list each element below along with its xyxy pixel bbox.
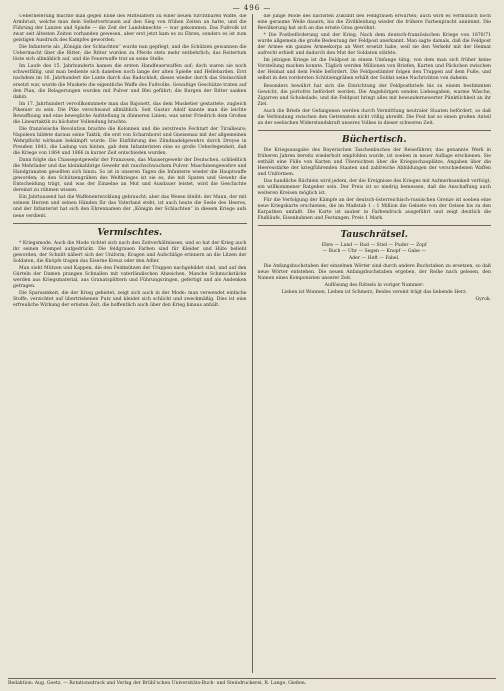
- section-title-tauschraetsel: Tauschrätsel.: [340, 230, 408, 241]
- right-column: [253, 14, 497, 673]
- left-paragraph: Im Laufe des 15. Jahrhunderts kamen die ersten Handfeuerwaffen auf; doch waren sie noch schwerfällig, und man bediente sich daneben noch lange der alten Spieße und Hellebarden. Erst nachdem im 16. Jahrhundert die Lunte durch das Radschloß, dieses wieder durch das Steinschloß ersetzt war, wurde die Muskete die eigentliche Waffe des Fußvolks. Gewaltige Geschütze traten auf den Plan, die Belagerungen wurden mit Pulver und Blei geführt; die Burgen der Ritter sanken dahin.: [13, 64, 247, 100]
- vermischtes-paragraph: * Kriegsmode. Auch die Mode richtet sich nach den Zeitverhältnissen, und so hat der Krieg auch ihr seinen Stempel aufgedrückt. Die feldgrauen Farben sind für Kleider und Hüte beliebt geworden, der Schnitt nähert sich der Uniform; Kragen und Aufschläge erinnern an die Litzen der Soldaten, die Knöpfe tragen das Eiserne Kreuz oder den Adler.: [13, 240, 247, 264]
- section-divider: [258, 225, 492, 226]
- buechertisch-paragraph: Die Kriegsausgabe des Bayerischen Taschenbuches der Reiseführer, das genannte Werk in früheren Jahren bereits wiederholt empfohlen wurde, ist soeben in neuer Auflage erschienen. Sie enthält eine Fülle von Karten und Übersichten über die Kriegsschauplätze, Angaben über die Heeresstärke der kriegführenden Staaten und zahlreiche Abbildungen der verschiedenen Waffen und Uniformen.: [257, 147, 491, 178]
- riddle-word-list: [258, 243, 492, 261]
- section-divider: [258, 130, 492, 131]
- right-paragraph: die junge Mode des nächsten Zukunft des Feldgrauen erwarten; auch wird es vermutlich noch eine geraume Weile dauern, bis die Zivilkleidung wieder die frühere Farbenpracht annimmt. Die Bevölkerung hat sich an das ernste Grau gewöhnt.: [257, 14, 491, 32]
- section-title-buechertisch: Büchertisch.: [342, 134, 407, 145]
- section-title-vermischtes: Vermischtes.: [97, 227, 163, 238]
- riddle-line: Ehre — Land — Rad — Stiel — Puder — Zopf: [321, 243, 427, 249]
- right-paragraph: Auch die Briefe der Gefangenen werden durch Vermittlung neutraler Staaten befördert, so daß die Verbindung zwischen den Getrennten nicht völlig abreißt. Die Post hat so einen großen Anteil an der seelischen Widerstandskraft unseres Volkes in dieser schweren Zeit.: [257, 108, 491, 126]
- left-paragraph: Die französische Revolution brachte die Kolonnen und die zerstreute Fechtart der Tirailleure; Napoleon bildete daraus seine Taktik, die erst von Scharnhorst und Gneisenau mit der allgemeinen Wehrpflicht wirksam bekämpft wurde. Die Einführung des Zündnadelgewehrs durch Dreyse in Preußen 1841, die Ladung von hinten, gab dem Infanteristen eine so große Ueberlegenheit, daß die Kriege von 1864 und 1866 in kurzer Zeit entschieden wurden.: [13, 126, 247, 157]
- imprint-footer: Redaktion: Aug. Goetz. — Rotationsdruck und Verlag der Brühl'schen Universitäts-Buch- und Steindruckerei, R. Lange, Gießen.: [8, 678, 496, 687]
- page-number: — 496 —: [232, 4, 272, 12]
- riddle-signature: Gyrok.: [475, 296, 491, 302]
- section-divider: [13, 223, 247, 224]
- left-paragraph: Im 17. Jahrhundert vervollkommnete man das Bajonett, das dem Musketier gestattete, zugleich Pikenier zu sein. Die Pike verschwand allmählich. Seit Gustav Adolf kannte man die leichte Bewaffnung und eine bewegliche Aufstellung in dünneren Linien, was unter Friedrich dem Großen die Lineartaktik zu höchster Vollendung brachte.: [13, 101, 247, 125]
- buechertisch-paragraph: Für die Verfolgung der Kämpfe an der deutsch-österreichisch-russischen Grenze ist soeben eine neue Kriegskarte erschienen, die im Maßstab 1 : 1 Million die Gebiete von der Ostsee bis zu den Karpathen umfaßt. Die Karte ist sauber in Farbendruck ausgeführt und zeigt deutlich die Flußläufe, Eisenbahnen und Festungen. Preis 1 Mark.: [257, 198, 491, 222]
- left-column: [8, 14, 253, 673]
- left-paragraph: Ueberlieferung machte man gegen Ende des Mittelalters zu einer neuen furchtbaren Waffe, die Armbrust, welche man dem Selbstvertrauen auf den Sieg von frühen Zeiten an hatte, und die Führung der Lanzen und Spieße — die Zeit der Landsknechte — war gekommen. Das Fußvolk ist zwar seit ältesten Zeiten vorhanden gewesen, aber erst jetzt kam es zu Ehren, sonders es ist zum geistigen Ausdruck des Kampfes geworden.: [13, 14, 247, 44]
- riddle-solution: Lieben ist Wonnen, Lieben ist Schmerz, Beides vereint trägt das liebende Herz.: [281, 289, 468, 295]
- left-paragraph: Ein Jahrtausend hat die Waffenentwicklung gebraucht; aber das Wesen bleibt: der Mann, der mit seinem Herzen und seinen Händen für das Vaterland steht, ist auch heute die Seele des Heeres, und der Infanterist hat sich den Ehrennamen der „Königin der Schlachten“ in diesem Kriege aufs neue verdient.: [13, 195, 247, 219]
- riddle-instructions: Die Anfangsbuchstaben der einzelnen Wörter sind durch andere Buchstaben zu ersetzen, so daß neue Wörter entstehen. Die neuen Anfangsbuchstaben ergeben, der Reihe nach gelesen, den Namen eines Komponisten unserer Zeit.: [257, 263, 491, 281]
- right-paragraph: Besonders bewährt hat sich die Einrichtung der Feldpostbriefe bis zu einem bestimmten Gewicht, die portofrei befördert werden. Die Angehörigen senden Liebesgaben, warme Wäsche, Zigarren und Schokolade, und die Feldpost bringt alles mit bewundernswerter Pünktlichkeit an ihr Ziel.: [257, 83, 491, 107]
- vermischtes-paragraph: Die Sparsamkeit, die der Krieg gebietet, zeigt sich auch in der Mode: man verwendet einfache Stoffe, verzichtet auf übertriebenen Putz und kleidet sich schlicht und zweckmäßig. Dies ist eine erfreuliche Wirkung der ernsten Zeit, die hoffentlich auch über den Krieg hinaus anhält.: [13, 290, 247, 309]
- columns: [8, 14, 496, 673]
- vermischtes-paragraph: Man sieht Mützen und Kappen, die den Feldmützen der Truppen nachgebildet sind, und auf den Gürteln der Damen prangen Schnallen mit vaterländischen Abzeichen. Manche Schmuckstücke werden aus Kriegsmaterial, aus Granatsplittern und Führungsringen, gefertigt und als Andenken getragen.: [13, 265, 247, 289]
- buechertisch-paragraph: Das handliche Büchlein wird jedem, der die Ereignisse des Krieges mit Aufmerksamkeit verfolgt, ein willkommener Ratgeber sein. Der Preis ist so niedrig bemessen, daß die Anschaffung auch weiteren Kreisen möglich ist.: [257, 179, 491, 197]
- left-paragraph: Die Infanterie als „Königin der Schlachten“ wurde nun gepflegt, und die Schützen gewannen die Uebermacht über die Ritter; die Ritter wurden zu Pferde stets mehr entbehrlich; das Reitertum löste sich allmählich auf, und die Feuerwaffe trat an seine Stelle.: [13, 45, 247, 63]
- riddle-line: — Buch — Uhr — Segen — Knopf — Gabe —: [322, 249, 426, 255]
- right-paragraph: * Die Postbeförderung und der Krieg. Nach dem deutsch-französischen Kriege von 1870/71 wurde allgemein die große Bedeutung der Feldpost anerkannt. Man sagte damals, daß die Feldpost der Armee ein ganzes Armeekorps an Wert ersetzt habe, weil sie den Verkehr mit der Heimat aufrecht erhielt und dadurch den Mut der Soldaten stärkte.: [257, 33, 491, 57]
- riddle-solution-heading: Auflösung des Rätsels in voriger Nummer:: [324, 282, 424, 288]
- left-paragraph: Dann folgte das Chassepotgewehr der Franzosen, das Mausergewehr der Deutschen, schließlich die Mehrlader und das kleinkalibrige Gewehr mit rauchschwachem Pulver. Maschinengewehre und Handgranaten gesellten sich hinzu. So ist in unseren Tagen die Infanterie wieder die Hauptwaffe geworden; in den Schützengräben des Weltkrieges ist sie es, die mit Spaten und Gewehr die Entscheidung trägt, und was der Einzelne an Mut und Ausdauer leistet, wird die Geschichte dereinst zu rühmen wissen.: [13, 158, 247, 194]
- riddle-line: Ader — Heft — Fabel.: [348, 255, 400, 261]
- right-paragraph: Im jetzigen Kriege ist die Feldpost in einem Umfange tätig, von dem man sich früher keine Vorstellung machen konnte. Täglich werden Millionen von Briefen, Karten und Päckchen zwischen der Heimat und dem Felde befördert. Die Feldpostämter folgen den Truppen auf dem Fuße, und selbst in den vordersten Schützengräben erhält der Soldat seine Nachrichten von daheim.: [257, 58, 491, 82]
